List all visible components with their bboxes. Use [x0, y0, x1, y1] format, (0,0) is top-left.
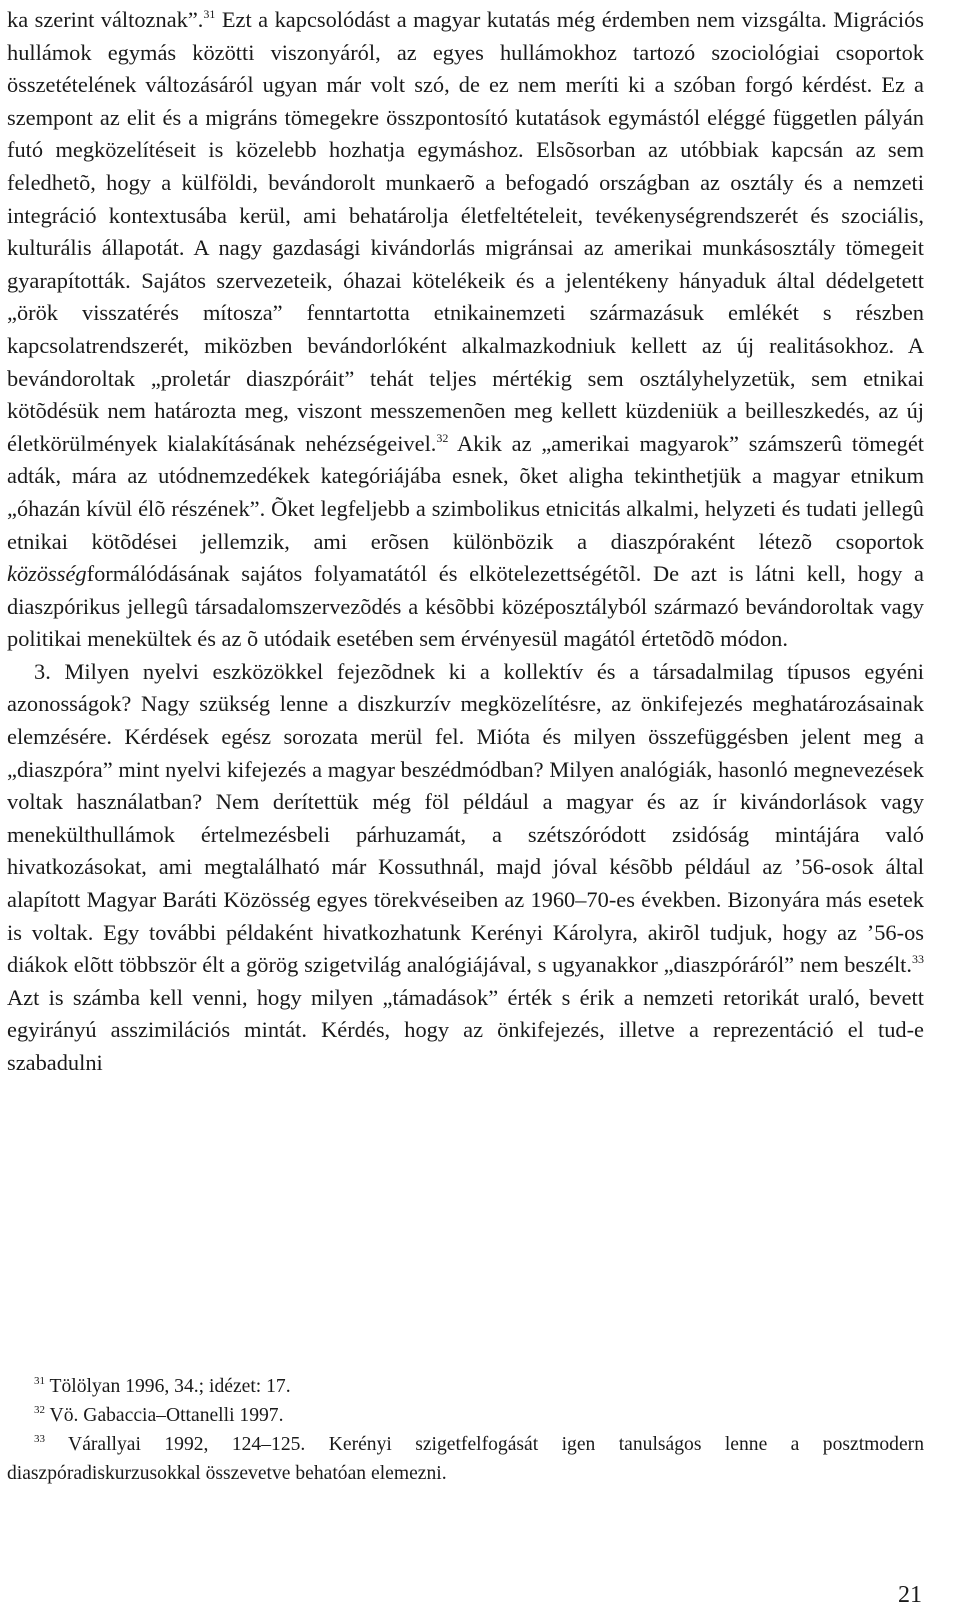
footnote-31 [7, 1372, 924, 1401]
page-number: 21 [898, 1582, 922, 1608]
footnotes [7, 1372, 924, 1488]
main-text [7, 4, 924, 1080]
footnote-33 [7, 1430, 924, 1488]
footnote-number: 31 [34, 1375, 45, 1387]
footnote-text: Várallyai 1992, 124–125. Kerényi szigetfelfogását igen tanulságos lenne a posztmodern diaszpóradiskurzusokkal összevetve behatóan elemezni. [7, 1434, 924, 1484]
text-run: Ezt a kapcsolódást a magyar kutatás még érdemben nem vizsgálta. Migrációs hullámok egymás közötti viszonyáról, az egyes hullámokhoz tartozó szociológiai csoportok összetételének változásáról ugyan már volt szó, de ez nem meríti ki a szóban forgó kérdést. Ez a szempont az elit és a migráns tömegekre összpontosító kutatások egymástól eléggé független pályán futó megközelítéseit is közelebb hozhatja egymáshoz. Elsõsorban az utóbbiak kapcsán az sem feledhetõ, hogy a külföldi, bevándorolt munkaerõ a befogadó országban az osztály és a nemzeti integráció kontextusába kerül, ami behatárolja életfeltételeit, tevékenységrendszerét és szociális, kulturális állapotát. A nagy gazdasági kivándorlás migránsai az amerikai munkásosztály tömegeit gyarapították. Sajátos szervezeteik, óhazai kötelékeik és a jelentékeny hányaduk által dédelgetett „örök visszatérés mítosza” fenntartotta etnikainemzeti származásuk emlékét s részben kapcsolatrendszerét, miközben bevándorlóként alkalmazkodniuk kellett az új realitásokhoz. A bevándoroltak „proletár diaszpóráit” tehát teljes mértékig sem osztályhelyzetük, sem etnikai kötõdésük nem határozta meg, viszont messzemenõen meg kellett küzdeniük a beilleszkedés, az új életkörülmények kialakításának nehézségeivel. [7, 7, 925, 456]
footnote-text: Tölölyan 1996, 34.; idézet: 17. [45, 1376, 291, 1397]
footnote-32 [7, 1401, 924, 1430]
footnote-ref-31[interactable]: 31 [203, 7, 216, 21]
paragraph-2 [7, 656, 924, 1080]
text-run: 3. Milyen nyelvi eszközökkel fejezõdnek ki a kollektív és a társadalmilag típusos egyéni azonosságok? Nagy szükség lenne a diszkurzív megközelítésre, az önkifejezés meghatározásainak elemzésére. Kérdések egész sorozata merül fel. Mióta és milyen összefüggésben jelent meg a „diaszpóra” mint nyelvi kifejezés a magyar beszédmódban? Milyen analógiák, hasonló megnevezések voltak használatban? Nem derítettük még föl például a magyar és az ír kivándorlások vagy menekülthullámok értelmezésbeli párhuzamát, a szétszóródott zsidóság mintájára való hivatkozásokat, ami megtalálható már Kossuthnál, majd jóval késõbb például az ’56-osok által alapított Magyar Baráti Közösség egyes törekvéseiben az 1960–70-es években. Bizonyára más esetek is voltak. Egy további példaként hivatkozhatunk Kerényi Károlyra, akirõl tudjuk, hogy az ’56-os diákok elõtt többször élt a görög szigetvilág analógiájával, s ugyanakkor „diaszpóráról” nem beszélt. [7, 658, 924, 978]
text-run: ka szerint változnak”. [7, 7, 204, 32]
footnote-ref-32[interactable]: 32 [436, 430, 449, 445]
footnote-number: 32 [34, 1404, 45, 1416]
page-body [7, 4, 924, 1080]
paragraph-1 [7, 4, 924, 656]
footnote-number: 33 [34, 1433, 45, 1445]
footnote-text: Vö. Gabaccia–Ottanelli 1997. [45, 1405, 284, 1426]
text-run: Azt is számba kell venni, hogy milyen „támadások” érték s érik a nemzeti retorikát uraló, bevett egyirányú asszimilációs mintát. Kérdés, hogy az önkifejezés, illetve a reprezentáció el tud-e szabadulni [7, 984, 924, 1075]
text-run: Akik az „amerikai magyarok” számszerû tömegét adták, mára az utódnemzedékek kategóriájába esnek, õket aligha tekinthetjük a magyar etnikum „óhazán kívül élõ részének”. Õket legfeljebb a szimbolikus etnicitás alkalmi, helyzeti és tudati jellegû etnikai kötõdései jellemzik, ami erõsen különbözik a diaszpóraként létezõ csoportok [7, 430, 924, 554]
footnote-ref-33[interactable]: 33 [912, 952, 924, 967]
text-run: formálódásának sajátos folyamatától és elkötelezettségétõl. De azt is látni kell, hogy a diaszpórikus jellegû társadalomszervezõdés a késõbbi középosztályból származó bevándoroltak vagy politikai menekültek és az õ utódaik esetében sem érvényesül magától értetõdõ módon. [7, 561, 924, 652]
emphasis-text: közösség [7, 561, 87, 587]
